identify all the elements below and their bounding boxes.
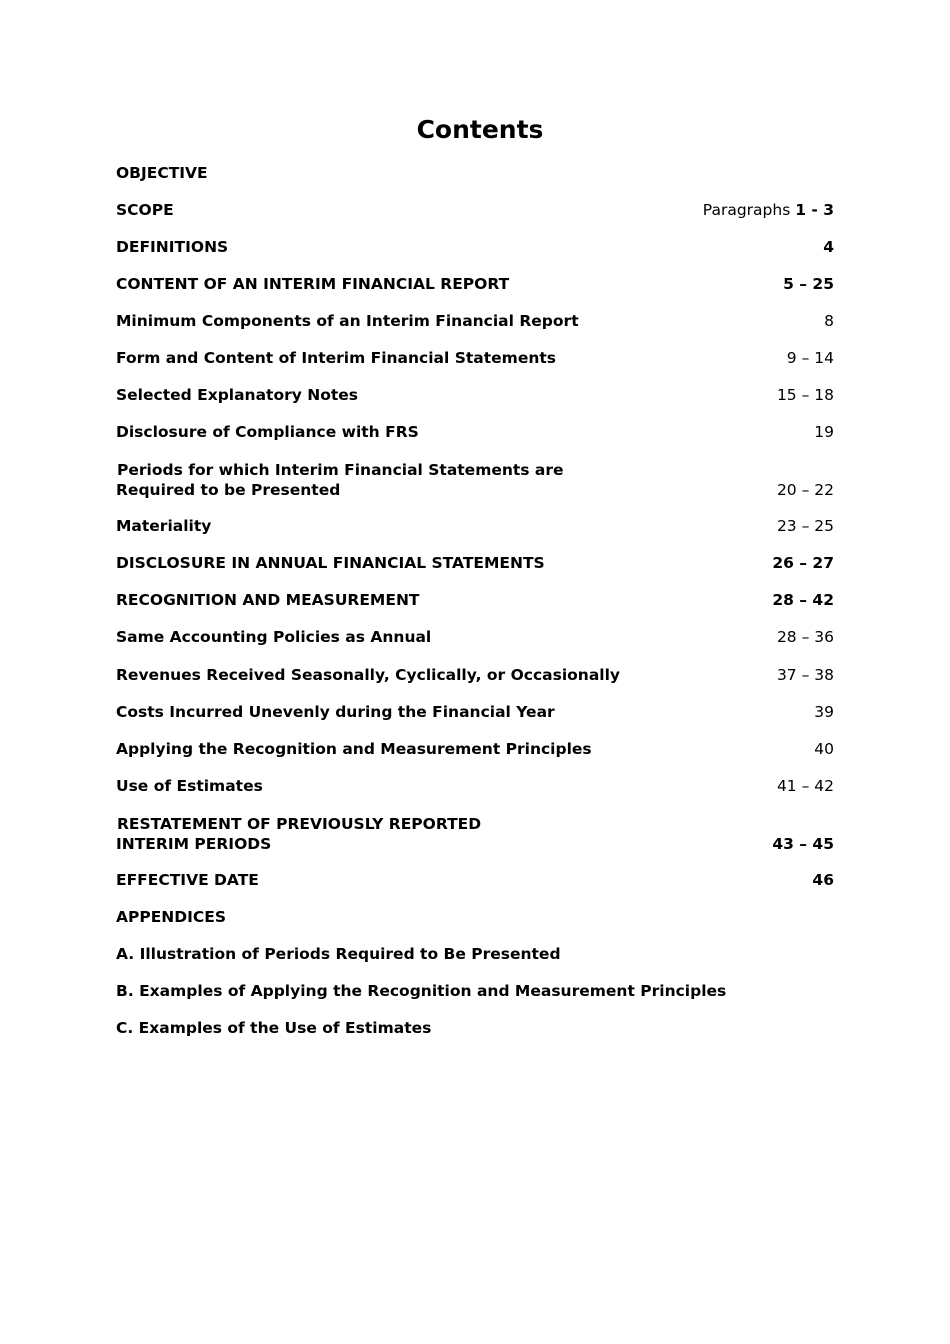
toc-entry-page: 43 – 45 <box>772 835 834 853</box>
toc-entry-label: DISCLOSURE IN ANNUAL FINANCIAL STATEMENTS <box>116 554 545 572</box>
toc-entry-scope[interactable] <box>116 200 834 220</box>
toc-entry-label: EFFECTIVE DATE <box>116 871 259 889</box>
toc-entry-appendices[interactable] <box>116 907 834 927</box>
toc-entry-restatement[interactable] <box>116 814 834 854</box>
toc-entry-same-policies[interactable] <box>116 627 834 647</box>
toc-entry-page: 28 – 36 <box>776 628 834 646</box>
toc-entry-content[interactable] <box>116 274 834 294</box>
toc-entry-label-line2: Required to be Presented <box>116 481 341 499</box>
toc-entry-page: 40 <box>814 740 834 758</box>
toc-entry-label: Materiality <box>116 517 212 535</box>
toc-entry-label: Use of Estimates <box>116 777 263 795</box>
toc-entry-label: B. Examples of Applying the Recognition and Measurement Principles <box>116 982 727 1000</box>
toc-entry-estimates[interactable] <box>116 776 834 796</box>
toc-entry-label-line1: Periods for which Interim Financial Statements are <box>117 461 564 479</box>
toc-entry-label <box>116 814 481 854</box>
toc-entry-label: Costs Incurred Unevenly during the Financial Year <box>116 703 555 721</box>
toc-entry-page: 1 - 3 <box>795 201 834 219</box>
toc-entry-page: 46 <box>812 871 834 889</box>
toc-entry-materiality[interactable] <box>116 516 834 536</box>
toc-entry-page: 5 – 25 <box>783 275 834 293</box>
toc-entry-label: A. Illustration of Periods Required to Be Presented <box>116 945 561 963</box>
toc-entry-label: Selected Explanatory Notes <box>116 386 359 404</box>
toc-entry-page-ref <box>703 200 834 220</box>
toc-entry-periods[interactable] <box>116 460 834 500</box>
toc-entry-applying[interactable] <box>116 739 834 759</box>
toc-entry-label-line1: RESTATEMENT OF PREVIOUSLY REPORTED <box>117 815 482 833</box>
toc-entry-label: C. Examples of the Use of Estimates <box>116 1019 432 1037</box>
toc-entry-label: APPENDICES <box>116 908 227 926</box>
toc-entry-page: 20 – 22 <box>776 481 834 499</box>
toc-entry-effective-date[interactable] <box>116 870 834 890</box>
toc-entry-recognition[interactable] <box>116 590 834 610</box>
toc-entry-minimum-components[interactable] <box>116 311 834 331</box>
toc-entry-disclosure-annual[interactable] <box>116 553 834 573</box>
toc-entry-appendix-b[interactable] <box>116 981 834 1001</box>
toc-entry-form-and-content[interactable] <box>116 348 834 368</box>
paragraphs-prefix: Paragraphs <box>702 201 796 219</box>
toc-entry-page: 23 – 25 <box>776 517 834 535</box>
toc-entry-costs[interactable] <box>116 702 834 722</box>
toc-entry-appendix-a[interactable] <box>116 944 834 964</box>
toc-entry-label: CONTENT OF AN INTERIM FINANCIAL REPORT <box>116 275 510 293</box>
toc-entry-explanatory-notes[interactable] <box>116 385 834 405</box>
toc-entry-label: Same Accounting Policies as Annual <box>116 628 432 646</box>
toc-entry-label: Minimum Components of an Interim Financial Report <box>116 312 579 330</box>
toc-entry-appendix-c[interactable] <box>116 1018 834 1038</box>
toc-entry-page: 28 – 42 <box>772 591 834 609</box>
toc-entry-page: 4 <box>823 238 834 256</box>
toc-entry-label <box>116 460 564 500</box>
toc-entry-label: SCOPE <box>116 201 174 219</box>
toc-entry-page: 41 – 42 <box>776 777 834 795</box>
toc-entry-label: DEFINITIONS <box>116 238 229 256</box>
toc-entry-page: 39 <box>814 703 834 721</box>
toc-entry-label: OBJECTIVE <box>116 164 208 182</box>
toc-entry-page: 19 <box>814 423 834 441</box>
toc-entry-page: 15 – 18 <box>776 386 834 404</box>
toc-entry-page: 8 <box>824 312 834 330</box>
toc-entry-revenues[interactable] <box>116 665 834 685</box>
toc-entry-page: 37 – 38 <box>776 666 834 684</box>
toc-entry-page: 9 – 14 <box>786 349 834 367</box>
toc-entry-label: Form and Content of Interim Financial Statements <box>116 349 557 367</box>
toc-entry-label: Revenues Received Seasonally, Cyclically, or Occasionally <box>116 666 621 684</box>
toc-entry-label-line2: INTERIM PERIODS <box>116 835 272 853</box>
toc-entry-page: 26 – 27 <box>772 554 834 572</box>
toc-entry-label: RECOGNITION AND MEASUREMENT <box>116 591 420 609</box>
page-title: Contents <box>416 115 544 144</box>
toc-entry-disclosure-compliance[interactable] <box>116 422 834 442</box>
toc-entry-objective[interactable] <box>116 163 834 183</box>
toc-entry-label: Applying the Recognition and Measurement Principles <box>116 740 592 758</box>
toc-entry-definitions[interactable] <box>116 237 834 257</box>
toc-entry-label: Disclosure of Compliance with FRS <box>116 423 419 441</box>
